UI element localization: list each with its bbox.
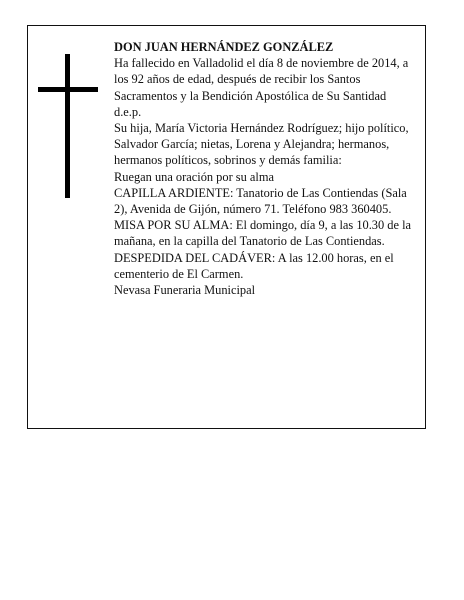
obituary-notice	[27, 25, 426, 429]
prayer-request: Ruegan una oración por su alma	[114, 169, 274, 184]
burial-farewell: DESPEDIDA DEL CADÁVER: A las 12.00 horas, en el cementerio de El Carmen.	[114, 250, 394, 281]
family-members: Su hija, María Victoria Hernández Rodríguez; hijo político, Salvador García; nietas, Lorena y Alejandra; hermanos, hermanos políticos, sobrinos y demás familia:	[114, 121, 409, 168]
cross-horizontal-bar	[38, 87, 98, 92]
funeral-home: Nevasa Funeraria Municipal	[114, 283, 256, 298]
death-statement: Ha fallecido en Valladolid el día 8 de noviembre de 2014, a los 92 años de edad, después de recibir los Santos Sacramentos y la Bendición Apostólica de Su Santidad	[114, 56, 409, 103]
cross-vertical-bar	[65, 54, 70, 198]
memorial-mass: MISA POR SU ALMA: El domingo, día 9, a las 10.30 de la mañana, en la capilla del Tanatorio de Las Contiendas.	[114, 218, 412, 249]
funeral-chapel: CAPILLA ARDIENTE: Tanatorio de Las Contiendas (Sala 2), Avenida de Gijón, número 71. Teléfono 983 360405.	[114, 185, 407, 217]
deceased-name: DON JUAN HERNÁNDEZ GONZÁLEZ	[114, 40, 334, 54]
latin-cross-icon	[38, 54, 98, 198]
rest-in-peace: d.e.p.	[114, 104, 142, 119]
notice-text	[114, 39, 420, 298]
